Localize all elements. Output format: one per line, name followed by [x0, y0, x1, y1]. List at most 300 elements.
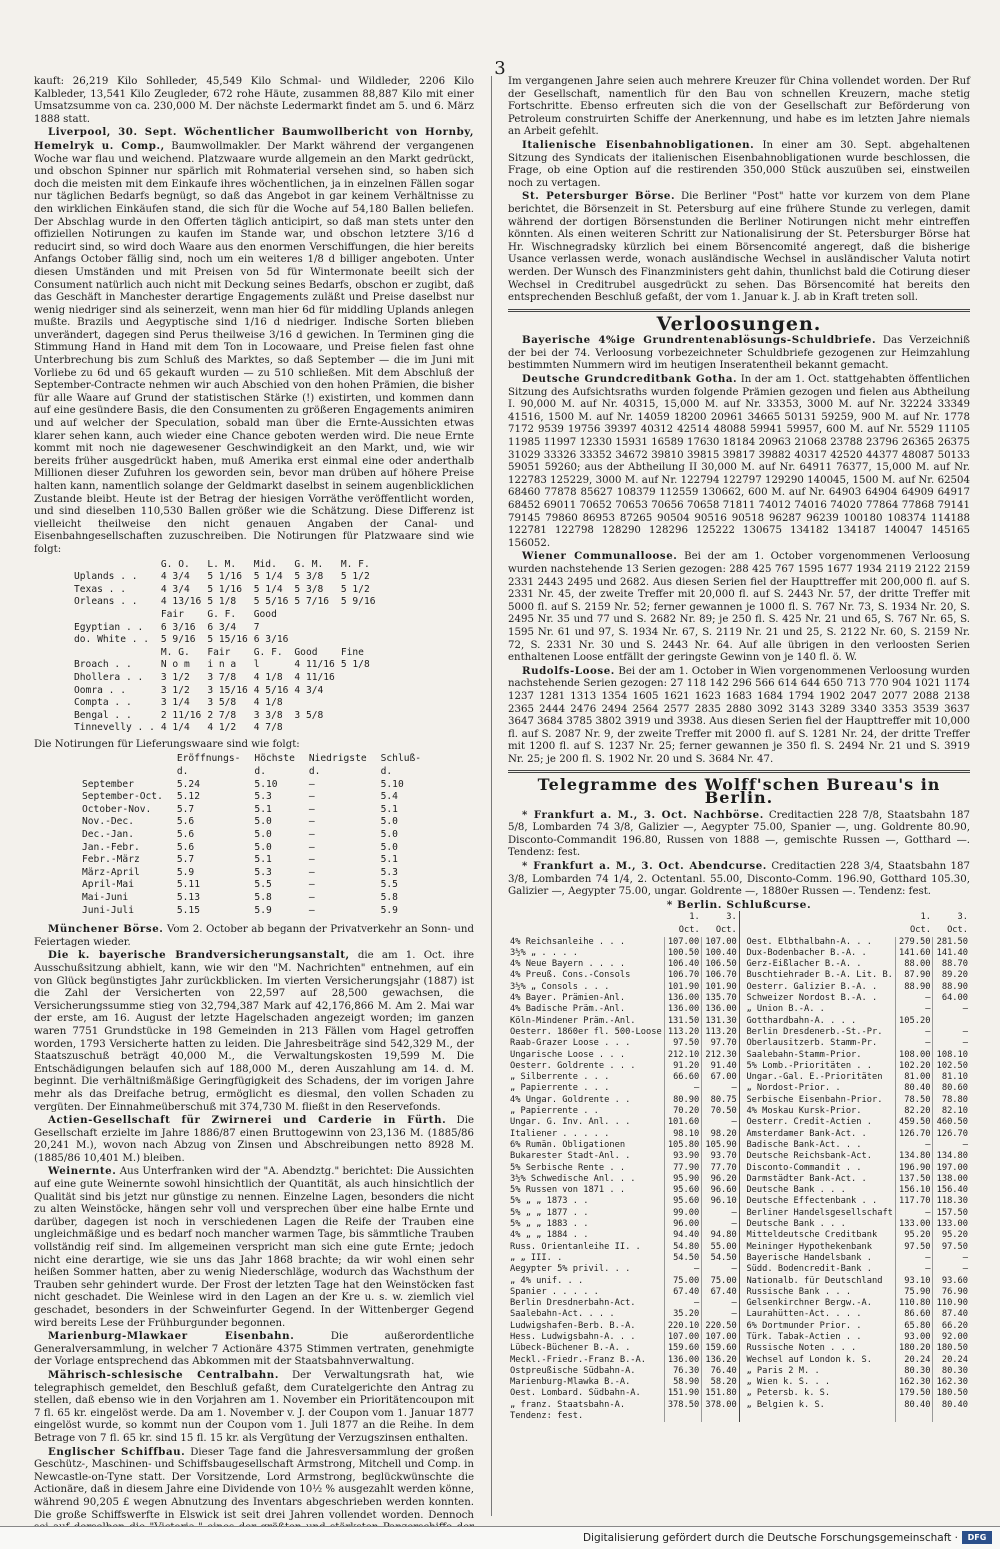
futures-cell: 5.4 — [380, 791, 398, 803]
futures-cell: März-April — [82, 866, 140, 878]
spot-cell: 4 7/8 — [253, 722, 283, 734]
berlin-value: 20.24 — [895, 1355, 933, 1366]
spot-cell: 4 3/4 — [160, 583, 190, 595]
spot-row — [74, 647, 382, 660]
spot-cell: 4 3/4 — [294, 684, 324, 696]
berlin-row — [508, 1095, 970, 1106]
berlin-value: 75.00 — [702, 1276, 740, 1287]
berlin-name: Türk. Tabak-Actien . . — [746, 1331, 862, 1342]
berlin-name: Mitteldeutsche Creditbank — [746, 1230, 878, 1241]
futures-cell: 5.7 — [176, 854, 195, 866]
spot-cell: do. White . . — [74, 634, 150, 646]
berlin-row — [508, 1298, 970, 1309]
berlin-value: 67.40 — [702, 1287, 740, 1298]
berlin-value: 88.90 — [895, 982, 933, 993]
section-rule — [508, 309, 970, 312]
spot-cell — [341, 672, 382, 685]
berlin-name: Russ. Orientanleihe II. . — [510, 1241, 641, 1252]
berlin-value: 80.30 — [933, 1366, 970, 1377]
spot-header-cell: M. F. — [340, 558, 370, 570]
berlin-value: 95.90 — [664, 1174, 702, 1185]
futures-cell: 5.13 — [176, 892, 200, 903]
berlin-value: 220.50 — [702, 1321, 740, 1332]
berlin-value: 67.00 — [702, 1072, 740, 1083]
berlin-value — [702, 1411, 740, 1422]
berlin-value — [664, 1411, 702, 1422]
berlin-value: — — [895, 1253, 933, 1264]
berlin-value: 80.40 — [895, 1400, 933, 1411]
berlin-value: 131.30 — [702, 1016, 740, 1027]
spot-cell — [341, 697, 382, 710]
futures-cell: — — [308, 803, 315, 815]
text-st-petersburg: Die Berliner "Post" hatte vor kurzem von dem Plane berichtet, die Börsenzeit in St. Petersburg auf eine frühere Stunde zu verlegen, damit während der dortigen Börsenstunden die Berliner Notirungen nicht mehr eintreffen könnten. Als einen weiteren Schritt zur Nationalisirung der St. Petersburger Börse hat Hr. Wischnegradsky kürzlich bei einem Börsencomité angeregt, daß die bisherige Usance verlassen werde, wonach ausländische Wechsel in ausländischer Valuta notirt werden. Der Wunsch des Finanzministers geht dahin, thunlichst bald die Cotirung dieser Wechsel in Creditrubel ausgedrückt zu sehen. Das Börsencomité hat bereits den entsprechenden Beschluß gefaßt, der vom 1. Januar k. J. ab in Kraft treten soll. — [508, 191, 970, 304]
berlin-name: Dux-Bodenbacher B.-A. . — [746, 947, 867, 958]
futures-header-cell: Eröffnungs- — [176, 753, 241, 765]
berlin-value: — — [702, 1309, 740, 1320]
berlin-row — [508, 1083, 970, 1094]
berlin-value: 80.30 — [895, 1366, 933, 1377]
berlin-name — [744, 1411, 895, 1422]
spot-header-cell — [74, 559, 161, 572]
text-wien: Bei der am 1. October vorgenommenen Verloosung wurden nachstehende 13 Serien gezogen: 288 425 767 1595 1677 1934 2119 2122 2159 2331 2443 2495 und 2682. Aus diesen Serien fiel der Haupttreffer mit 200,000 fl. auf S. 2331 Nr. 45, der zweite Treffer mit 20,000 fl. auf S. 2443 Nr. 57, der dritte Treffer mit 5000 fl. auf S. 2159 Nr. 52; ferner gewannen je 1000 fl. S. 767 Nr. 73, S. 1934 Nr. 20, S. 2495 Nr. 35 und 77 und S. 2682 Nr. 89; je 250 fl. S. 425 Nr. 21 und 65, S. 767 Nr. 65, S. 1595 Nr. 61 und 97, S. 1934 Nr. 67, S. 2119 Nr. 21 und 25, S. 2122 Nr. 60, S. 2159 Nr. 72, S. 2331 Nr. 30 und S. 2443 Nr. 64. Auf alle übrigen in den verloosten Serien enthaltenen Loose entfällt der geringste Gewinn von je 140 fl. ö. W. — [508, 551, 970, 664]
futures-cell: 5.0 — [380, 816, 398, 828]
berlin-value: 58.90 — [664, 1377, 702, 1388]
berlin-name: Russische Noten . . . — [746, 1343, 857, 1354]
heading-weinernte: Weinernte. — [48, 1165, 117, 1178]
berlin-value: 54.50 — [664, 1253, 702, 1264]
futures-row — [82, 816, 435, 829]
berlin-value: 101.60 — [664, 1117, 702, 1128]
spot-cell: 3 5/8 — [207, 697, 237, 709]
futures-intro: Die Notirungen für Lieferungswaare sind wie folgt: — [34, 738, 300, 750]
berlin-name: Spanier . . . . . — [510, 1286, 599, 1297]
berlin-value: 77.70 — [702, 1163, 740, 1174]
berlin-name: 5% Serbische Rente . . — [510, 1162, 626, 1173]
berlin-value: — — [933, 1038, 970, 1049]
futures-cell: 5.8 — [380, 892, 398, 903]
right-column — [508, 76, 970, 1422]
spot-cell: M. G. — [160, 646, 190, 658]
berlin-row — [508, 1400, 970, 1411]
futures-cell: 5.9 — [176, 866, 195, 878]
berlin-name: Bayerische Handelsbank . — [746, 1252, 872, 1263]
spot-cell — [341, 609, 382, 622]
futures-cell: — — [308, 879, 315, 891]
section-title-telegramme: Telegramme des Wolff'schen Bureau's in Berlin. — [537, 775, 941, 808]
berlin-value: 107.00 — [664, 1332, 702, 1343]
spot-cell: 5 1/2 — [340, 583, 370, 595]
berlin-value: — — [933, 1027, 970, 1038]
berlin-value: — — [933, 1004, 970, 1015]
futures-cell: October-Nov. — [82, 803, 152, 815]
spot-cell: 5 15/16 — [207, 634, 248, 646]
article-leather-market: kauft: 26,219 Kilo Sohlleder, 45,549 Kilo Schmal- und Wildleder, 2206 Kilo Kalbleder, 13,541 Kilo Zeugleder, 672 rohe Häute, zusammen 88,887 Kilo mit einer Umsatzsumme von ca. 230,000 M. Der nächste Ledermarkt findet am 5. und 6. März 1888 statt. — [34, 76, 474, 125]
berlin-name: Tendenz: fest. — [510, 1411, 584, 1422]
futures-cell: 5.6 — [176, 829, 195, 841]
berlin-value: 136.00 — [664, 1004, 702, 1015]
berlin-name: Oesterr. Galizier B.-A. . — [746, 981, 878, 992]
spot-cell: 3 3/8 — [253, 709, 283, 721]
futures-cell: — — [308, 866, 315, 878]
futures-cell: 5.12 — [176, 791, 200, 803]
berlin-name: „ Paris 2 M. . — [746, 1365, 820, 1376]
berlin-name: Deutsche Bank . . . — [746, 1185, 846, 1196]
berlin-value: 80.75 — [702, 1095, 740, 1106]
berlin-row — [508, 1174, 970, 1185]
spot-cell: 5 1/8 — [340, 659, 370, 671]
berlin-name: Ludwigshafen-Berb. B.-A. — [510, 1320, 636, 1331]
footer-credit: Digitalisierung gefördert durch die Deutsche Forschungsgemeinschaft · — [582, 1532, 958, 1544]
berlin-value: 460.50 — [933, 1117, 970, 1128]
berlin-value: 96.60 — [702, 1185, 740, 1196]
heading-muenchen: Münchener Börse. — [48, 923, 164, 936]
berlin-name: 5% „ „ 1883 . . — [510, 1219, 589, 1230]
spot-cell — [294, 634, 340, 647]
berlin-value: 92.00 — [933, 1332, 970, 1343]
berlin-value: 157.50 — [933, 1208, 970, 1219]
berlin-name: Meckl.-Friedr.-Franz B.-A. — [510, 1354, 646, 1365]
futures-cell: 5.1 — [254, 854, 272, 866]
spot-cell: 3 1/4 — [160, 697, 190, 709]
futures-cell: 5.6 — [176, 816, 195, 828]
spot-cell: 5 3/8 — [294, 571, 324, 583]
futures-row — [82, 779, 435, 792]
futures-subheader-cell: d. — [254, 766, 266, 778]
berlin-value: 156.10 — [895, 1185, 933, 1196]
berlin-value: 156.40 — [933, 1185, 970, 1196]
berlin-name: 6% Rumän. Obligationen — [510, 1139, 626, 1150]
futures-cell: Jan.-Febr. — [82, 841, 140, 853]
berlin-value: 95.20 — [895, 1230, 933, 1241]
berlin-value: 113.20 — [664, 1027, 702, 1038]
berlin-row — [508, 1219, 970, 1230]
berlin-name: „ Silberrente . . . — [510, 1072, 610, 1083]
futures-cell: 5.24 — [176, 778, 200, 790]
spot-cell: 3 7/8 — [207, 671, 237, 683]
berlin-value: 89.20 — [933, 970, 970, 981]
berlin-name: „ „ III. . — [510, 1252, 563, 1263]
spot-header-cell: L. M. — [207, 558, 237, 570]
berlin-row — [508, 959, 970, 970]
berlin-value: 78.50 — [895, 1095, 933, 1106]
futures-header-cell — [82, 753, 177, 766]
spot-cell — [74, 609, 161, 622]
futures-cell: 5.3 — [254, 791, 272, 803]
article-maehrisch — [34, 1369, 474, 1446]
berlin-name: Gerz-Eißlacher B.-A. . — [746, 959, 862, 970]
berlin-name: „ Petersb. k. S. — [746, 1388, 831, 1399]
spot-cell — [341, 722, 382, 735]
spot-cell: 4 1/4 — [160, 722, 190, 734]
berlin-value: 133.00 — [933, 1219, 970, 1230]
berlin-name: Oesterr. Goldrente . . . — [510, 1060, 636, 1071]
heading-maehrisch: Mährisch-schlesische Centralbahn. — [48, 1368, 279, 1381]
berlin-name: „ 4% unif. . . — [510, 1275, 584, 1286]
berlin-value: 58.20 — [702, 1377, 740, 1388]
spot-cell — [341, 622, 382, 635]
futures-cell: 5.8 — [254, 892, 272, 903]
berlin-value: 75.90 — [895, 1287, 933, 1298]
berlin-name: Marienburg-Mlawka B.-A. — [510, 1377, 631, 1388]
berlin-row — [508, 1106, 970, 1117]
berlin-name: Deutsche Reichsbank-Act. — [746, 1151, 872, 1162]
spot-cell — [341, 634, 382, 647]
spot-cell: 3 15/16 — [207, 684, 248, 696]
berlin-value: 81.10 — [933, 1072, 970, 1083]
berlin-value: 100.50 — [664, 948, 702, 959]
futures-cell: 5.5 — [254, 879, 272, 891]
berlin-name: 5% „ „ 1877 . . — [510, 1207, 589, 1218]
berlin-row — [508, 1016, 970, 1027]
berlin-row — [508, 1140, 970, 1151]
berlin-value: 80.40 — [895, 1083, 933, 1094]
berlin-value: — — [895, 1038, 933, 1049]
berlin-value: 110.90 — [933, 1298, 970, 1309]
futures-cell: 5.0 — [254, 829, 272, 841]
futures-cell: 5.11 — [176, 879, 200, 891]
berlin-value: 212.30 — [702, 1050, 740, 1061]
berlin-name: „ Papierrente . . . — [510, 1083, 610, 1094]
futures-cell: 5.9 — [380, 904, 398, 916]
berlin-value: 459.50 — [895, 1117, 933, 1128]
futures-cell: 5.10 — [380, 778, 404, 790]
text-zwirnerei: Die Gesellschaft erzielte im Jahre 1886/87 einen Bruttogewinn von 23,136 M. (1885/86 20,241 M.), wovon nach Abzug von Zinsen und Abschreibungen netto 8928 M. (1885/86 10,401 M.) bleiben. — [34, 1115, 474, 1164]
berlin-name: Berlin Dresdenerb.-St.-Pr. — [746, 1026, 883, 1037]
spot-cell: Fine — [340, 646, 364, 658]
futures-row — [82, 879, 435, 892]
heading-zwirnerei: Actien-Gesellschaft für Zwirnerei und Carderie in Fürth. — [48, 1114, 447, 1127]
futures-cell: 5.0 — [254, 841, 272, 853]
text-schiffbau: Dieser Tage fand die Jahresversammlung der großen Geschütz-, Maschinen- und Schiffsbaugesellschaft Armstrong, Mitchell und Comp. in Newcastle-on-Tyne statt. Der Vorsitzende, Lord Armstrong, beglückwünschte die Actionäre, daß in diesem Jahre eine Dividende von 10½ % ausgezahlt werden könne, während 90,205 £ wegen Abnutzung des Inventars abgeschrieben werden konnten. Die große Schiffswerfte in Elswick ist seit drei Jahren vollendet worden. Dennoch — [34, 1446, 474, 1521]
berlin-name: 3½% „ Consols . . . — [510, 981, 610, 992]
berlin-value: 137.50 — [895, 1174, 933, 1185]
column-divider — [491, 76, 492, 1516]
berlin-row — [508, 1321, 970, 1332]
futures-cell: Dec.-Jan. — [82, 829, 134, 841]
heading-berlin: * Berlin. Schlußcurse. — [666, 898, 812, 911]
berlin-value: 93.10 — [895, 1276, 933, 1287]
berlin-name: Oest. Elbthalbahn-A. . . — [746, 936, 872, 947]
berlin-value: 88.90 — [933, 982, 970, 993]
futures-cell: 5.0 — [380, 829, 398, 841]
berlin-value: 126.70 — [895, 1129, 933, 1140]
berlin-name: „ Nordost-Prior. . — [746, 1083, 841, 1094]
berlin-value: — — [664, 1083, 702, 1094]
berlin-value: — — [702, 1264, 740, 1275]
berlin-value: — — [895, 1140, 933, 1151]
berlin-row — [508, 1343, 970, 1354]
spot-cell: G. F. — [207, 608, 237, 620]
futures-subheader-cell — [82, 766, 177, 779]
spot-cell: Dhollera . . — [74, 671, 144, 683]
spot-row — [74, 584, 382, 597]
spot-cell: Egyptian . . — [74, 621, 144, 633]
berlin-quotes-table — [508, 911, 970, 1422]
berlin-name: 4% Bayer. Prämien-Anl. — [510, 993, 626, 1004]
berlin-name: Saalebahn-Stamm-Prior. — [746, 1049, 862, 1060]
berlin-col-1: 1. Oct. — [678, 912, 700, 935]
berlin-row — [508, 1411, 970, 1422]
berlin-value — [895, 1411, 933, 1422]
spot-cell: 4 5/16 — [253, 684, 289, 696]
article-liverpool — [34, 126, 474, 556]
berlin-value: — — [895, 1208, 933, 1219]
text-liverpool: Baumwollmakler. Der Markt während der vergangenen Woche war flau und weichend. Platzwaare wurde allgemein an den Markt gedrückt, und obschon Spinner nur spärlich mit Rohmaterial versehen sind, so haben sich doch die meisten mit dem Einkaufe ihres wöchentlichen, ja in einzelnen Fällen sogar nur täglichen Bedarfs begnügt, so daß das Angebot in gar keinem Verhältnisse zu den wirklichen Einkäufen stand, die sich für die Woche auf 54,180 Ballen beliefen. Der Abschlag wurde in den Offerten täglich anticipirt, so daß man stets unter den offiziellen Notirungen zu kaufen im Stande war, und obschon letztere 3/16 d reducirt sind, so wird doch Waare aus den enormen Verschiffungen, die hier bereits Anfangs October fällig sind, noch um ein weiteres 1/8 d billiger angeboten. Unter diesen Umständen und mit Preisen von 5d für Wintermonate beeilt sich der Consument natürlich auch nicht mit Deckung seines Bedarfs, obschon er zugibt, daß das Geschäft in Manchester derartige Engagements zuläßt und Preise daselbst nur wenig niedriger sind als seinerzeit, wenn man hier 6d für middling Uplands anlegen mußte. Brazils und Aegyptische sind 1/16 d niedriger. Indische Sorten blieben unverändert, dagegen sind Perus theilweise 3/16 d gewichen. In Terminen ging die Stimmung Hand in Hand mit dem Ton in Locowaare, und Preise fielen fast ohne Unterbrechung bis zum Schluß des Marktes, so daß September — die im Juni mit Vorliebe zu 6d und 65 gekauft wurden — zu 510 schließen. Mit dem Abschluß der September-Contracte nehmen wir auch Abschied von den hohen Prämien, die bisher für alle Waare auf Grund der statistischen Stärke (!) existirten, und kommen dann auf eine gesündere Basis, die den Consumenten zu größeren Engagements animiren und auf welcher der Speculation, sobald man über die Ernte-Aussichten etwas klarer sehen kann, auch wieder eine Chance geboten werden wird. Die neue Ernte kommt mit noch nie dagewesener Geschwindigkeit an den Markt, und, wie wir bereits früher ausgedrückt haben, muß Amerika erst einmal eine oder anderthalb Millionen dieser Zufuhren los geworden sein, bevor man drüben auf höhere Preise halten kann, namentlich solange der Geldmarkt daselbst in seinem augenblicklichen Zustande bleibt. Heute ist der Betrag der hiesigen Vorräthe veröffentlicht worden, und sind dieselben 110,530 Ballen größer wie die Schätzung. Diese Differenz ist vielleicht theilweise den nicht genauen Angaben der Canal- und Eisenbahngesellschaften zuzuschreiben. Die Notirungen für Platzwaare sind wie folgt: — [34, 140, 474, 555]
berlin-row — [508, 1038, 970, 1049]
spot-cell: 5 1/4 — [253, 583, 283, 595]
berlin-value: 82.20 — [895, 1106, 933, 1117]
spot-cell: 5 3/8 — [294, 583, 324, 595]
berlin-value: — — [702, 1298, 740, 1309]
berlin-value: 93.90 — [664, 1151, 702, 1162]
futures-row — [82, 905, 435, 918]
berlin-value: 80.40 — [933, 1400, 970, 1411]
berlin-value: — — [933, 1253, 970, 1264]
spot-cell — [294, 697, 340, 710]
futures-cell: 5.0 — [380, 841, 398, 853]
berlin-value: 106.50 — [702, 959, 740, 970]
article-italian-bonds — [508, 139, 970, 190]
spot-cell: 4 3/4 — [160, 571, 190, 583]
berlin-name: Köln-Mindener Präm.-Anl. — [510, 1015, 636, 1026]
spot-cell: Texas . . — [74, 583, 126, 595]
berlin-name: Disconto-Commandit . . — [746, 1162, 862, 1173]
spot-cell: 3 1/2 — [160, 684, 190, 696]
berlin-name: Ungarische Loose . . . — [510, 1049, 626, 1060]
futures-cell: 5.1 — [254, 803, 272, 815]
berlin-name: Gelsenkirchner Bergw.-A. — [746, 1298, 872, 1309]
berlin-value: 78.80 — [933, 1095, 970, 1106]
text-frankfurt-1: Creditactien 228 7/8, Staatsbahn 187 5/8, Lombarden 74 3/8, Galizier —, Aegypter 75.00, Spanier —, ung. Goldrente 80.90, Disconto-Commandit 196.80, Russen von 1888 —, gemischte Russen —, Gotthard —. Tendenz: fest. — [508, 809, 970, 859]
futures-cell: September-Oct. — [82, 791, 163, 803]
berlin-value: 77.90 — [664, 1163, 702, 1174]
berlin-value: 70.50 — [702, 1106, 740, 1117]
berlin-name: 4% Ungar. Goldrente . . — [510, 1094, 631, 1105]
berlin-value: 65.80 — [895, 1321, 933, 1332]
berlin-value: 117.70 — [895, 1196, 933, 1207]
berlin-value: 93.60 — [933, 1276, 970, 1287]
left-column — [34, 76, 474, 1547]
berlin-value: — — [895, 993, 933, 1004]
berlin-name: Aegypter 5% privil. . . — [510, 1264, 631, 1275]
text-marienburg: Die außerordentliche Generalversammlung, in welcher 7 Actionäre 4375 Stimmen vertraten, genehmigte der Vorlage entsprechend das Abkommen mit der Staatsbahnverwaltung. — [34, 1331, 474, 1368]
berlin-name: Schweizer Nordost B.-A. . — [746, 993, 878, 1004]
berlin-value: 54.50 — [702, 1253, 740, 1264]
berlin-name: 4% Badische Präm.-Anl. — [510, 1004, 626, 1015]
berlin-name: 4% Reichsanleihe . . . — [510, 936, 626, 947]
berlin-value: — — [895, 1004, 933, 1015]
futures-header-cell: Höchste — [254, 753, 295, 765]
heading-frankfurt-2: * Frankfurt a. M., 3. Oct. Abendcurse. — [522, 860, 767, 873]
berlin-name: Oesterr. 1860er fl. 500-Loose — [510, 1026, 662, 1037]
futures-cell: Nov.-Dec. — [82, 816, 134, 828]
berlin-value: 133.00 — [895, 1219, 933, 1230]
berlin-name: Berliner Handelsgesellschaft — [746, 1207, 893, 1218]
berlin-value: 179.50 — [895, 1388, 933, 1399]
berlin-value: 110.80 — [895, 1298, 933, 1309]
berlin-value: 107.00 — [702, 937, 740, 948]
berlin-value: 88.00 — [895, 959, 933, 970]
article-shipbuilding-cont: Im vergangenen Jahre seien auch mehrere Kreuzer für China vollendet worden. Der Ruf der Gesellschaft, namentlich für den Bau von schnellen Kreuzern, mache stetig Fortschritte. Ebenso erfreuten sich die von der Gesellschaft zur Beförderung von Petroleum construirten Schiffe der Anerkennung, und habe es im letzten Jahre niemals an Arbeit gefehlt. — [508, 76, 970, 138]
spot-cell: Tinnevelly . . — [74, 722, 155, 734]
berlin-name: Südd. Bodencredit-Bank . — [746, 1264, 872, 1275]
berlin-value: 70.20 — [664, 1106, 702, 1117]
berlin-value: 378.50 — [664, 1400, 702, 1411]
spot-cell: Fair — [160, 608, 184, 620]
berlin-row — [508, 1309, 970, 1320]
berlin-value: — — [933, 1140, 970, 1151]
berlin-value: 55.00 — [702, 1242, 740, 1253]
heading-italian-bonds: Italienische Eisenbahnobligationen. — [522, 138, 755, 151]
text-frankfurt-2: Creditactien 228 3/4, Staatsbahn 187 3/8, Lombarden 74 1/4, 2. Octentanl. 55.00, Disconto-Comm. 196.90, Gotthard 105.30, Galizier —, Aegypter 75.00, ungar. Goldrente —, 1880er Russen —. Tendenz: fest. — [508, 861, 970, 898]
berlin-value: 107.00 — [702, 1332, 740, 1343]
spot-row — [74, 672, 382, 685]
berlin-value: 97.50 — [895, 1242, 933, 1253]
berlin-row — [508, 937, 970, 948]
article-weinernte — [34, 1165, 474, 1330]
spot-cell — [341, 710, 382, 723]
berlin-row — [508, 1072, 970, 1083]
spot-cell: 5 1/8 — [207, 596, 237, 608]
berlin-name: „ Wien k. S. . . — [746, 1377, 831, 1388]
berlin-value: 162.30 — [933, 1377, 970, 1388]
berlin-value: 212.10 — [664, 1050, 702, 1061]
berlin-name: Amsterdamer Bank-Act. . — [746, 1128, 867, 1139]
berlin-value: 64.00 — [933, 993, 970, 1004]
futures-header-row — [82, 753, 435, 766]
berlin-value: 378.00 — [702, 1400, 740, 1411]
article-bayerische — [508, 334, 970, 373]
spot-cell: N o m — [160, 659, 190, 671]
spot-cell: Good — [294, 646, 318, 658]
futures-cell: 5.7 — [176, 803, 195, 815]
berlin-value: 108.00 — [895, 1050, 933, 1061]
berlin-row — [508, 1287, 970, 1298]
berlin-value: 102.20 — [895, 1061, 933, 1072]
spot-cell — [294, 609, 340, 622]
berlin-value: 196.90 — [895, 1163, 933, 1174]
berlin-value: — — [702, 1083, 740, 1094]
article-marienburg — [34, 1330, 474, 1369]
text-weinernte: Aus Unterfranken wird der "A. Abendztg." berichtet: Die Aussichten auf eine gute Weinernte sowohl hinsichtlich der Quantität, als auch hinsichtlich der Qualität sind bis jetzt nur günstige zu nennen. Einzelne Lagen, besonders die nicht zu alten Weinstöcke, hängen sehr voll und versprechen über eine halbe Ernte und darüber, dagegen ist noch in verschiedenen Lagen die Reife der Trauben eine ungleichmäßige und es bedarf noch mancher warmen Tage, bis sämmtliche Trauben vollständig reif sind. Im allgemeinen verspricht man sich eine gute Ernte; jedoch nicht eine derartige, wie sie uns das Jahr 1868 brachte; da wir wohl einen sehr heißen Sommer hatten, aber zu wenig Niederschläge, wodurch das Wachsthum der Trauben sehr gehindert wurde. Der Frost der letzten Tage hat den Weinstöcken fast nicht geschadet. Die Weinlese wird in den Lagen an der Kre u. s. w. ziemlich viel geschadet, besonders in der Schweinfurter Gegend. In der Wittenberger Gegend wird bereits Lese der Frühburgunder begonnen. — [34, 1166, 474, 1329]
berlin-col-4: 3. Oct. — [947, 912, 968, 935]
article-muenchen — [34, 923, 474, 949]
berlin-name: Wechsel auf London k. S. — [746, 1354, 872, 1365]
berlin-value: 180.50 — [933, 1343, 970, 1354]
heading-frankfurt-1: * Frankfurt a. M., 3. Oct. Nachbörse. — [522, 808, 764, 821]
berlin-value: 105.80 — [664, 1140, 702, 1151]
berlin-row — [508, 1355, 970, 1366]
spot-row — [74, 609, 382, 622]
berlin-name: Deutsche Bank . . . — [746, 1219, 846, 1230]
spot-cell: 6 3/4 — [207, 621, 237, 633]
berlin-name: „ Belgien k. S. — [746, 1399, 825, 1410]
berlin-name: Russische Bank . . . — [746, 1286, 852, 1297]
spot-row — [74, 685, 382, 698]
berlin-value: 151.90 — [664, 1388, 702, 1399]
article-zwirnerei — [34, 1114, 474, 1165]
futures-row — [82, 842, 435, 855]
berlin-value: — — [895, 1264, 933, 1275]
berlin-value: 76.40 — [702, 1366, 740, 1377]
spot-row — [74, 697, 382, 710]
berlin-value: — — [664, 1298, 702, 1309]
berlin-value: 35.20 — [664, 1309, 702, 1320]
berlin-name: 4% Neue Bayern . . . . — [510, 959, 626, 970]
futures-row — [82, 791, 435, 804]
berlin-value: 100.40 — [702, 948, 740, 959]
text-brand: die am 1. Oct. ihre Ausschußsitzung abhielt, kann, wie wir den "M. Nachrichten" entnehmen, auf ein von Glück begünstigtes Jahr zurückblicken. Im vierten Versicherungsjahr (1887) ist die Zahl der Versicherten von 22,597 auf 28,500 gewachsen, die Versicherungssumme stieg von 32,794,387 Mark auf 42,176,866 M. Am 2. Mai war der erste, am 16. August der letzte Hagelschaden angezeigt worden; im ganzen waren 7751 Grundstücke in 198 Gemeinden in 213 Fällen vom Hagel getroffen worden, 1793 Versicherte hatten zu leiden. Die Jahresbeiträge sind 542,329 M., der Staatszuschuß beträgt 40,000 M., die Verwaltungskosten 19,599 M. Die Entschädigungen belaufen sich auf 188,000 M., deren Auszahlung am 14. d. M. beginnt. Die verhältnißmäßige Geringfügigkeit des Schadens, der im vorigen Jahre mehr als das Dreifache betrug, ermöglicht es diesmal, den vollen Schaden zu vergüten. Der Einnahmeüberschuß mit 374,730 M. fließt in den Reservefonds. — [34, 950, 475, 1113]
